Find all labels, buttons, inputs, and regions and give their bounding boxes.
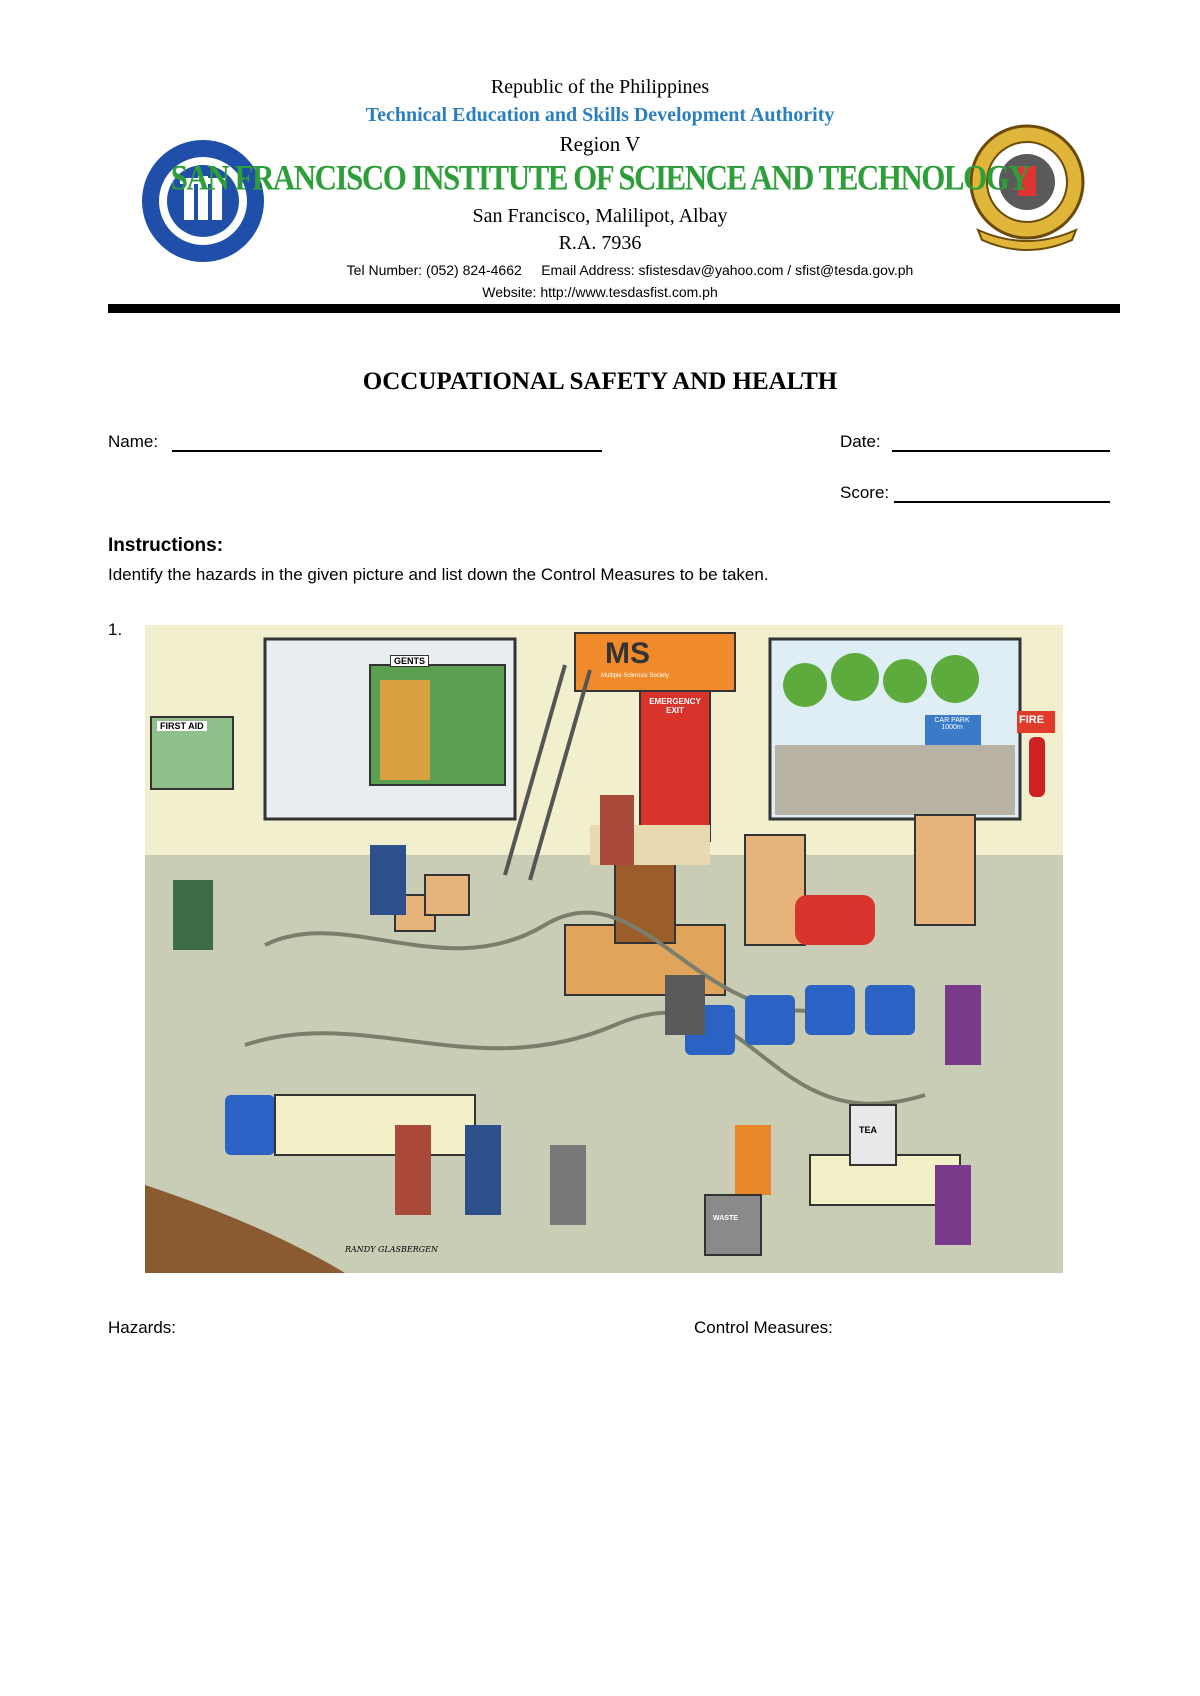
tea-label: TEA (859, 1125, 877, 1135)
control-measures-label: Control Measures: (694, 1318, 833, 1337)
score-field[interactable] (894, 501, 1110, 503)
hazard-illustration (145, 625, 1063, 1273)
agency-name: Technical Education and Skills Development Authority (365, 104, 835, 126)
first-aid-sign: FIRST AID (157, 721, 207, 731)
page-title: OCCUPATIONAL SAFETY AND HEALTH (362, 368, 838, 395)
emergency-exit-sign: EMERGENCY EXIT (649, 697, 701, 715)
name-field[interactable] (172, 450, 602, 452)
car-park-sign: CAR PARK 1000m (934, 717, 970, 731)
contact-line: Tel Number: (052) 824-4662 Email Address: sfistesdav@yahoo.com / sfist@tesda.gov.ph (346, 262, 914, 278)
name-label: Name: (108, 432, 159, 451)
address-line: San Francisco, Malilipot, Albay (472, 205, 728, 227)
hazards-answer-area[interactable] (108, 1346, 668, 1646)
item-number: 1. (108, 620, 123, 639)
instructions-text: Identify the hazards in the given picture and list down the Control Measures to be taken. (108, 565, 769, 584)
score-label: Score: (840, 483, 890, 502)
institute-name: SAN FRANCISCO INSTITUTE OF SCIENCE AND TECHNOLOGY (170, 157, 1030, 198)
control-measures-answer-area[interactable] (694, 1346, 1114, 1646)
republic-line: Republic of the Philippines (490, 76, 710, 98)
banner-logo: MS (605, 637, 650, 670)
waste-label: WASTE (713, 1215, 738, 1222)
region-line: Region V (559, 132, 641, 156)
date-label: Date: (840, 432, 881, 451)
banner-sub: Multiple Sclerosis Society (601, 673, 670, 679)
gents-sign: GENTS (390, 655, 429, 667)
artist-signature: RANDY GLASBERGEN (345, 1245, 438, 1254)
date-field[interactable] (892, 450, 1110, 452)
hazards-label: Hazards: (108, 1318, 177, 1337)
ra-line: R.A. 7936 (558, 232, 642, 254)
website-line: Website: http://www.tesdasfist.com.ph (482, 284, 718, 300)
instructions-heading: Instructions: (108, 535, 224, 556)
fire-sign: FIRE (1019, 714, 1045, 726)
header-divider (108, 304, 1120, 313)
